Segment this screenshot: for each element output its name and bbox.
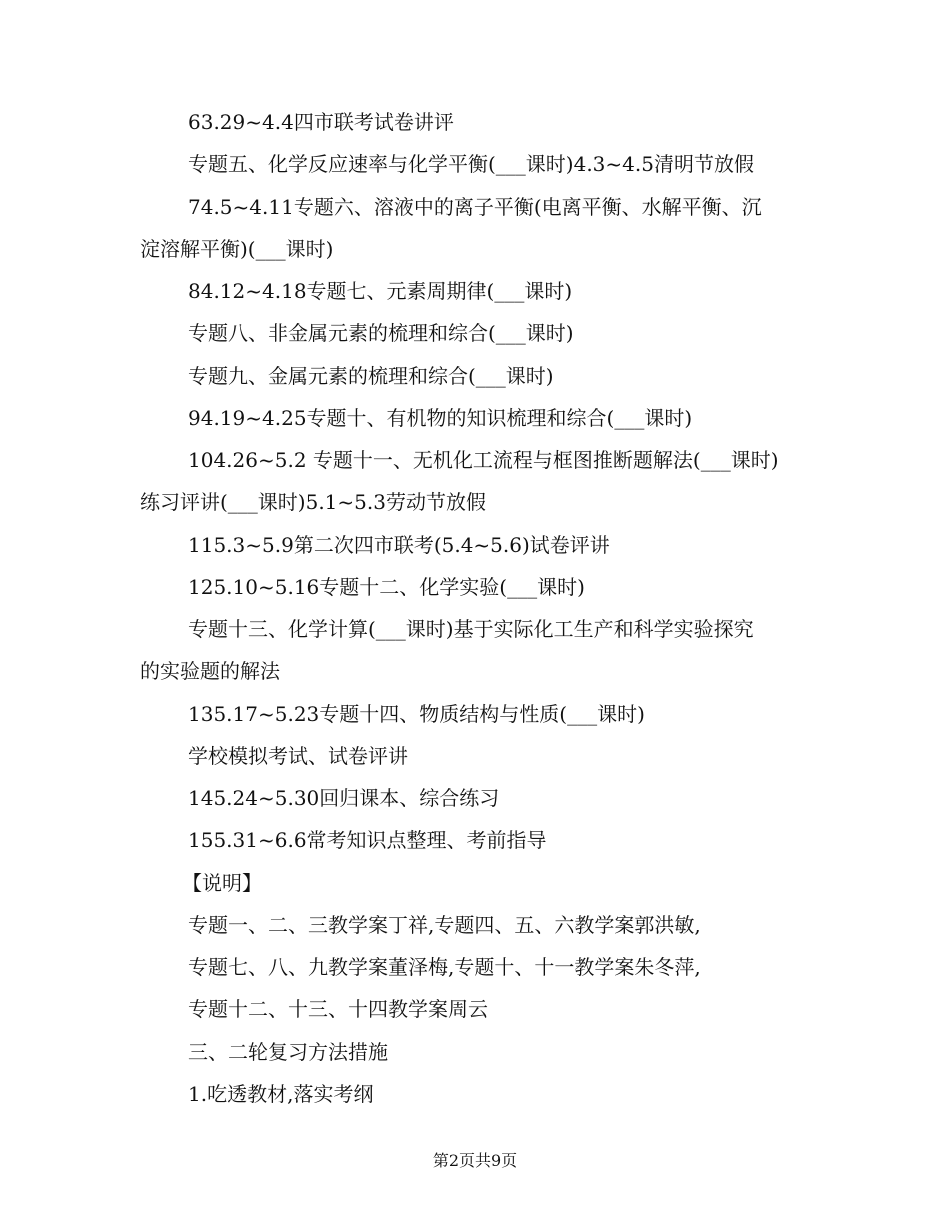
text-line: 的实验题的解法: [140, 659, 280, 683]
text-line: 专题九、金属元素的梳理和综合(___课时): [188, 364, 554, 388]
section-note-heading: 【说明】: [182, 871, 262, 895]
text-line: 125.10~5.16专题十二、化学实验(___课时): [188, 575, 585, 599]
text-line: 74.5~4.11专题六、溶液中的离子平衡(电离平衡、水解平衡、沉: [188, 195, 762, 219]
text-line: 63.29~4.4四市联考试卷讲评: [188, 110, 454, 134]
text-line: 1.吃透教材,落实考纲: [188, 1082, 374, 1106]
page-number: 第2页共9页: [432, 1151, 518, 1170]
text-line: 淀溶解平衡)(___课时): [140, 237, 334, 261]
text-line: 155.31~6.6常考知识点整理、考前指导: [188, 828, 547, 852]
text-line: 104.26~5.2 专题十一、无机化工流程与框图推断题解法(___课时): [188, 448, 779, 472]
text-line: 专题七、八、九教学案董泽梅,专题十、十一教学案朱冬萍,: [188, 955, 701, 979]
text-line: 94.19~4.25专题十、有机物的知识梳理和综合(___课时): [188, 406, 693, 430]
text-line: 专题五、化学反应速率与化学平衡(___课时)4.3~4.5清明节放假: [188, 152, 754, 176]
text-line: 专题十二、十三、十四教学案周云: [188, 997, 488, 1021]
text-line: 84.12~4.18专题七、元素周期律(___课时): [188, 279, 573, 303]
text-line: 练习评讲(___课时)5.1~5.3劳动节放假: [140, 490, 486, 514]
text-line: 115.3~5.9第二次四市联考(5.4~5.6)试卷评讲: [188, 533, 610, 557]
text-line: 专题一、二、三教学案丁祥,专题四、五、六教学案郭洪敏,: [188, 913, 701, 937]
text-line: 专题八、非金属元素的梳理和综合(___课时): [188, 321, 574, 345]
text-line: 145.24~5.30回归课本、综合练习: [188, 786, 500, 810]
section-heading: 三、二轮复习方法措施: [188, 1040, 388, 1064]
text-line: 学校模拟考试、试卷评讲: [188, 744, 408, 768]
text-line: 135.17~5.23专题十四、物质结构与性质(___课时): [188, 702, 645, 726]
text-line: 专题十三、化学计算(___课时)基于实际化工生产和科学实验探究: [188, 617, 754, 641]
